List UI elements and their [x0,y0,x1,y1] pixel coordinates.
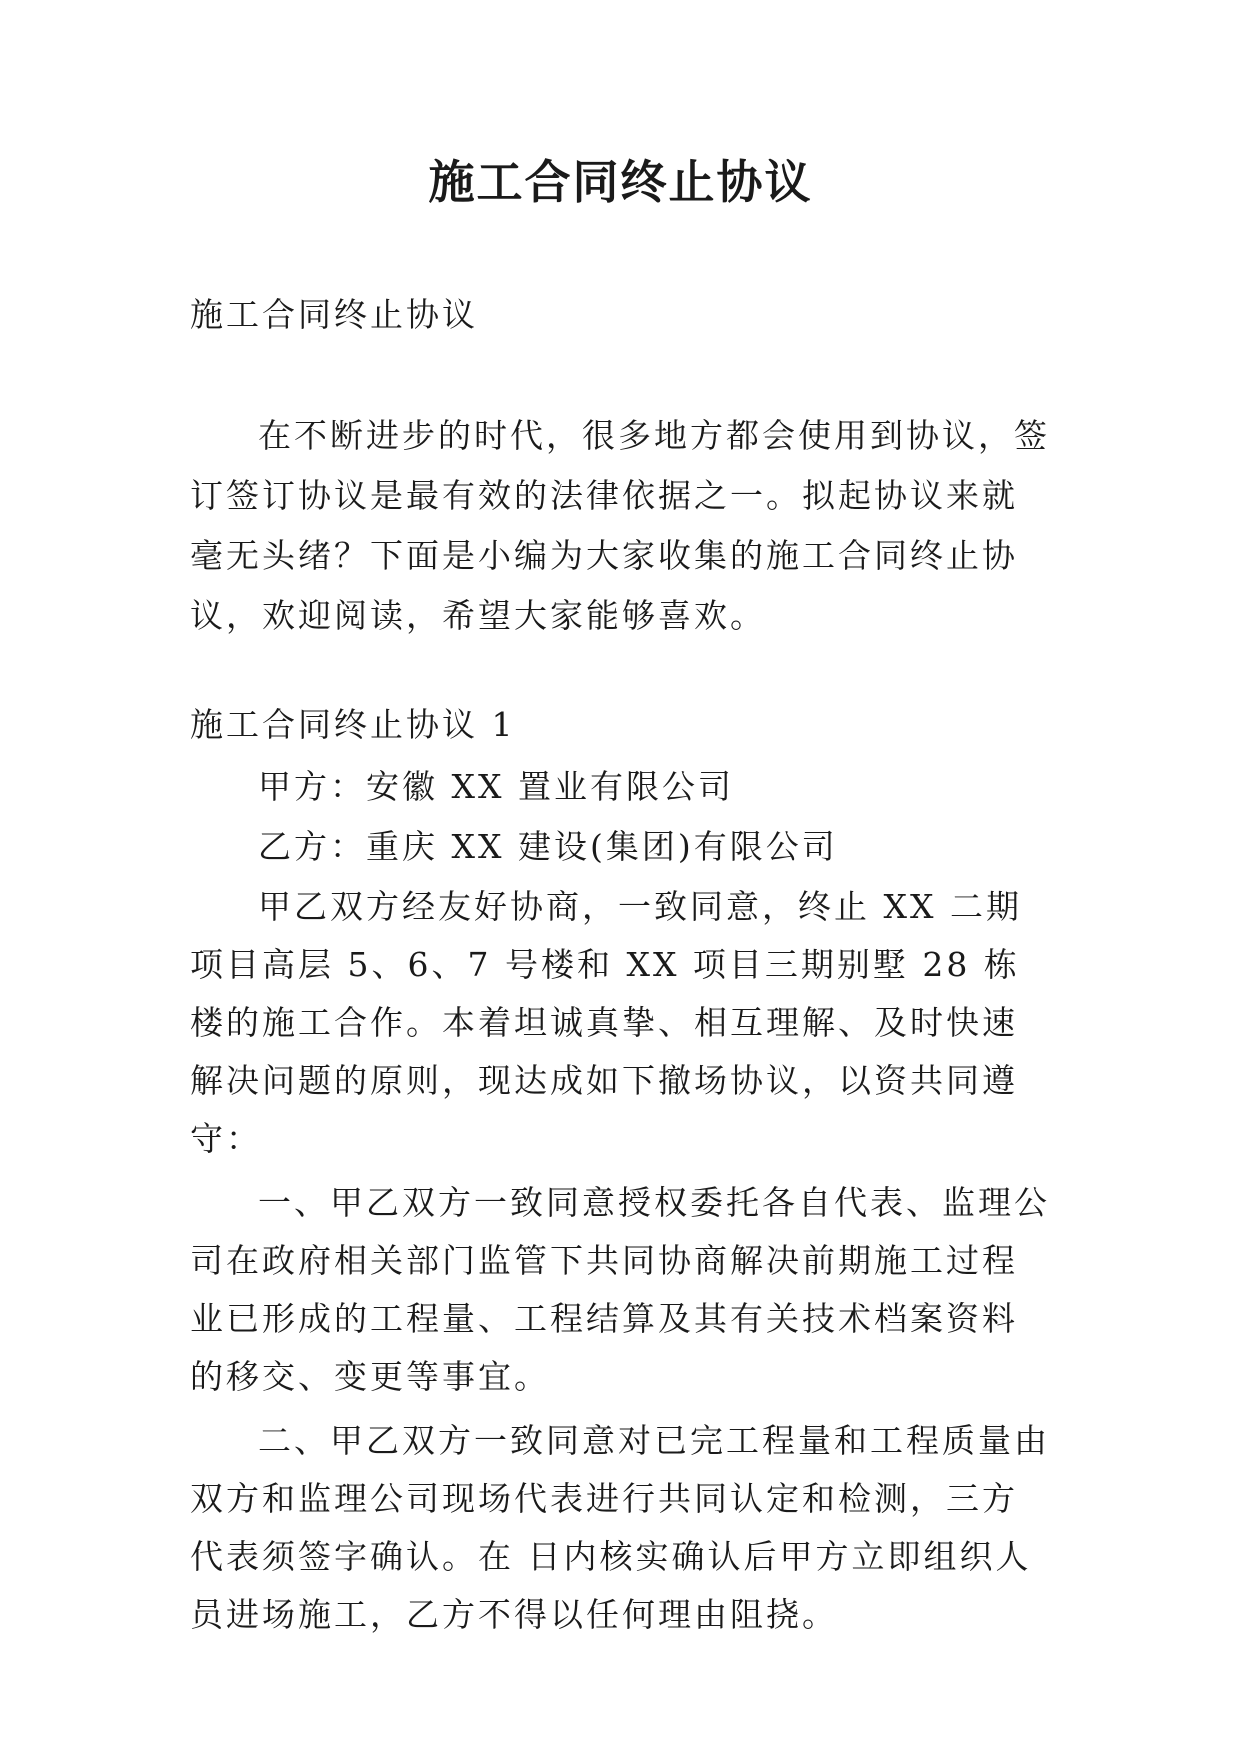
section-heading: 施工合同终止协议 1 [190,705,516,744]
clause-1: 一、甲乙双方一致同意授权委托各自代表、监理公司在政府相关部门监管下共同协商解决前期施工过程业已形成的工程量、工程结算及其有关技术档案资料的移交、变更等事宜。 [190,1183,1050,1396]
document-title: 施工合同终止协议 [428,155,813,209]
party-b: 乙方：重庆 XX 建设(集团)有限公司 [258,827,838,866]
intro-paragraph: 在不断进步的时代，很多地方都会使用到协议，签订签订协议是最有效的法律依据之一。拟起协议来就毫无头绪？下面是小编为大家收集的施工合同终止协议，欢迎阅读，希望大家能够喜欢。 [190,416,1050,635]
party-a: 甲方：安徽 XX 置业有限公司 [258,767,734,806]
preamble-paragraph: 甲乙双方经友好协商，一致同意，终止 XX 二期项目高层 5、6、7 号楼和 XX 项目三期别墅 28 栋楼的施工合作。本着坦诚真挚、相互理解、及时快速解决问题的原则，现达成如下撤场协议，以资共同遵守： [190,887,1022,1158]
section-1 [190,700,1052,1644]
document-subtitle: 施工合同终止协议 [190,295,478,334]
clause-2: 二、甲乙双方一致同意对已完工程量和工程质量由双方和监理公司现场代表进行共同认定和检测，三方代表须签字确认。在 日内核实确认后甲方立即组织人员进场施工，乙方不得以任何理由阻挠。 [190,1421,1050,1634]
